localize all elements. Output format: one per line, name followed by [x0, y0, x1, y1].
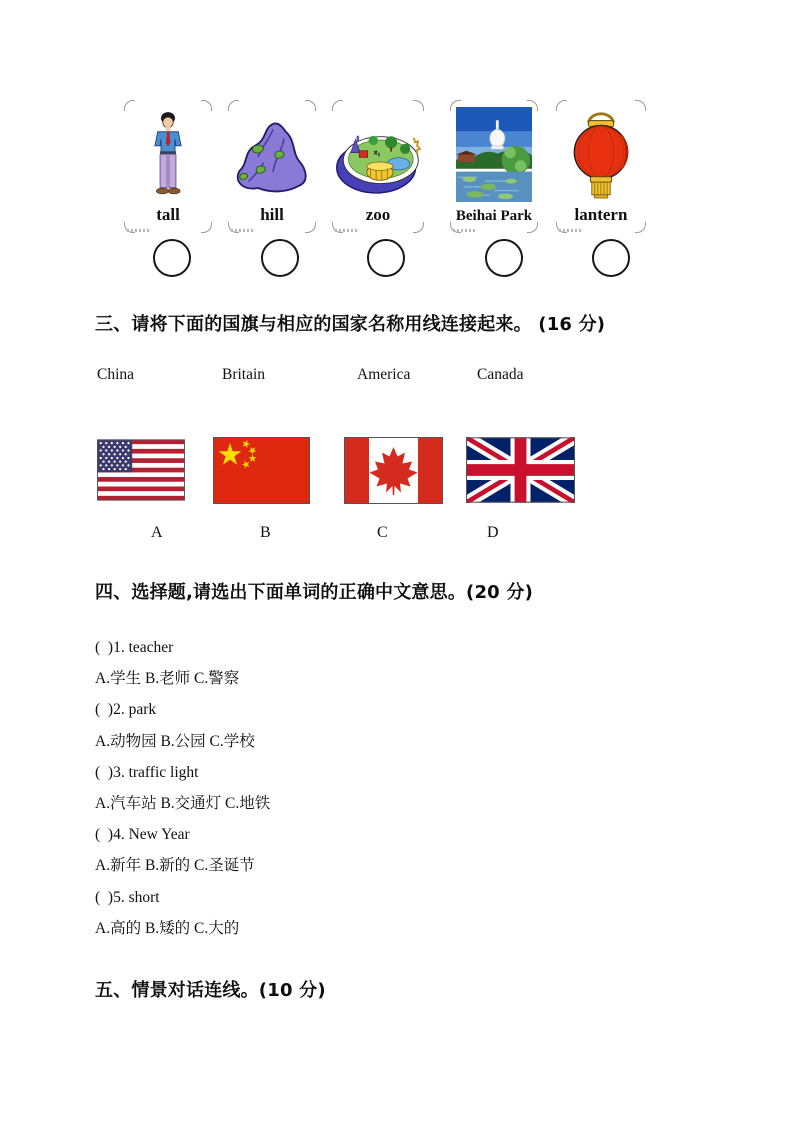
- answer-circle-2[interactable]: [261, 239, 299, 277]
- flag-letter-a: A: [151, 524, 163, 541]
- question-prompt-5[interactable]: ( )5. short: [95, 888, 160, 906]
- question-options-2: A.动物园 B.公园 C.学校: [95, 732, 255, 750]
- flag-canada[interactable]: [344, 437, 443, 504]
- answer-circle-5[interactable]: [592, 239, 630, 277]
- answer-circle-4[interactable]: [485, 239, 523, 277]
- card-watermark: [453, 229, 475, 232]
- flag-letter-b: B: [260, 524, 271, 541]
- flag-united-states[interactable]: [97, 437, 185, 503]
- card-watermark: [335, 229, 357, 232]
- flag-china[interactable]: [213, 437, 310, 504]
- question-prompt-2[interactable]: ( )2. park: [95, 701, 157, 719]
- section-three-heading: 三、请将下面的国旗与相应的国家名称用线连接起来。 (16 分): [95, 314, 606, 335]
- card-label: Beihai Park: [455, 208, 533, 224]
- flag-letter-d: D: [487, 524, 499, 541]
- card-watermark: [231, 229, 253, 232]
- card-watermark: [559, 229, 581, 232]
- vocab-card-lantern: [556, 100, 646, 233]
- section-five-heading: 五、情景对话连线。(10 分): [95, 980, 326, 1001]
- answer-circle-3[interactable]: [367, 239, 405, 277]
- country-label-china[interactable]: China: [97, 366, 135, 383]
- question-prompt-1[interactable]: ( )1. teacher: [95, 639, 174, 656]
- vocab-card-zoo: [332, 100, 424, 233]
- question-prompt-3[interactable]: ( )3. traffic light: [95, 763, 199, 781]
- question-options-3: A.汽车站 B.交通灯 C.地铁: [95, 794, 271, 812]
- question-options-4: A.新年 B.新的 C.圣诞节: [95, 857, 255, 875]
- card-label: lantern: [574, 205, 628, 224]
- vocab-card-beihai-park: [450, 100, 538, 233]
- section-four-heading: 四、选择题,请选出下面单词的正确中文意思。(20 分): [95, 582, 534, 603]
- card-label: hill: [260, 205, 284, 224]
- question-options-1: A.学生 B.老师 C.警察: [95, 670, 240, 688]
- card-label: zoo: [365, 205, 391, 224]
- answer-circle-1[interactable]: [153, 239, 191, 277]
- beihai-park-photo: [450, 105, 538, 203]
- multiple-choice-list: [95, 632, 270, 944]
- red-lantern-illustration-icon: [556, 105, 646, 203]
- card-watermark: [127, 229, 149, 232]
- question-prompt-4[interactable]: ( )4. New Year: [95, 826, 190, 844]
- country-label-canada[interactable]: Canada: [477, 366, 524, 383]
- country-label-america[interactable]: America: [357, 366, 411, 383]
- country-label-britain[interactable]: Britain: [222, 366, 266, 383]
- question-options-5: A.高的 B.矮的 C.大的: [95, 919, 240, 937]
- card-label: tall: [156, 205, 180, 224]
- purple-hill-illustration-icon: [228, 105, 316, 203]
- vocab-card-tall: [124, 100, 212, 233]
- flag-united-kingdom[interactable]: [466, 437, 575, 503]
- vocab-card-hill: [228, 100, 316, 233]
- tall-man-illustration-icon: [124, 105, 212, 203]
- flag-letter-c: C: [377, 524, 388, 541]
- zoo-illustration-icon: [332, 105, 424, 203]
